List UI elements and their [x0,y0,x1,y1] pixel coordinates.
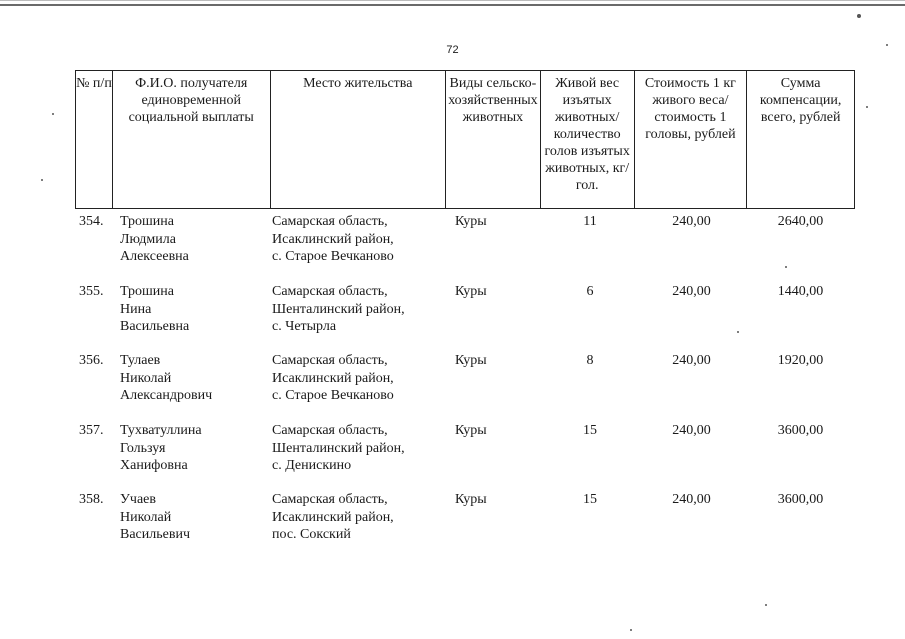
header-col-address: Место жительства [271,71,447,208]
unit-price: 240,00 [672,214,711,229]
address-region: Самарская область, [272,423,388,438]
recipient-name [120,283,270,336]
surname: Тухватуллина [120,423,202,438]
scan-speck [765,604,767,606]
row-number: 358. [79,492,104,507]
animal-kind: Куры [455,284,487,299]
given-name: Нина [120,301,152,317]
animal-kind: Куры [455,214,487,229]
address-district: Исаклинский район, [272,231,394,247]
unit-price: 240,00 [672,284,711,299]
scan-speck [866,106,868,108]
address-district: Исаклинский район, [272,370,394,386]
animal-kind: Куры [455,353,487,368]
unit-price: 240,00 [672,492,711,507]
surname: Трошина [120,214,174,229]
scan-speck [785,266,787,268]
row-number: 355. [79,284,104,299]
animal-kind: Куры [455,423,487,438]
surname: Тулаев [120,353,161,368]
weight-quantity: 6 [586,284,594,299]
surname: Трошина [120,284,174,299]
patronymic: Александрович [120,388,213,403]
address-settlement: с. Старое Вечканово [272,388,394,403]
recipient-name [120,352,270,405]
animal-kind: Куры [455,492,487,507]
address-settlement: с. Денискино [272,458,352,473]
page-number: 72 [446,44,459,56]
header-col-weight: Живой вес изъятых животных/ количество голов изъятых животных, кг/гол. [541,71,635,208]
compensation-sum: 1920,00 [777,353,824,368]
address-settlement: с. Четырла [272,319,337,334]
address-district: Шенталинский район, [272,440,405,456]
patronymic: Васильевна [120,319,190,334]
address-region: Самарская область, [272,284,388,299]
given-name: Людмила [120,231,176,247]
patronymic: Ханифовна [120,458,188,473]
residence [272,422,448,475]
residence [272,213,448,266]
residence [272,491,448,544]
weight-quantity: 11 [583,214,597,229]
header-col-fio: Ф.И.О. получателя единовременной социальной выплаты [113,71,271,208]
weight-quantity: 15 [583,492,597,507]
header-col-price: Стоимость 1 кг живого веса/стоимость 1 головы, рублей [635,71,748,208]
header-col-number: № п/п [76,71,113,208]
scan-speck [737,331,739,333]
surname: Учаев [120,492,156,507]
address-district: Исаклинский район, [272,509,394,525]
row-number: 357. [79,423,104,438]
address-district: Шенталинский район, [272,301,405,317]
scan-edge-line [0,0,905,1]
scan-speck [857,14,861,18]
recipient-name [120,422,270,475]
residence [272,283,448,336]
given-name: Николай [120,370,172,386]
table-header [75,70,855,209]
compensation-sum: 1440,00 [777,284,824,299]
scan-speck [52,113,54,115]
row-number: 356. [79,353,104,368]
address-region: Самарская область, [272,214,388,229]
scan-speck [41,179,43,181]
weight-quantity: 8 [586,353,594,368]
residence [272,352,448,405]
recipient-name [120,213,270,266]
unit-price: 240,00 [672,423,711,438]
scan-top-rule [0,4,905,6]
recipient-name [120,491,270,544]
header-col-sum: Сумма компенсации, всего, рублей [759,76,842,125]
address-settlement: с. Старое Вечканово [272,249,394,264]
header-col-animal-kind: Виды сельско-хозяйственных животных [446,71,541,208]
weight-quantity: 15 [583,423,597,438]
compensation-sum: 2640,00 [777,214,824,229]
scan-speck [886,44,888,46]
address-region: Самарская область, [272,353,388,368]
patronymic: Васильевич [120,527,190,542]
given-name: Николай [120,509,172,525]
patronymic: Алексеевна [120,249,189,264]
compensation-sum: 3600,00 [777,492,824,507]
row-number: 354. [79,214,104,229]
unit-price: 240,00 [672,353,711,368]
given-name: Гользуя [120,440,166,456]
scan-speck [630,629,632,631]
compensation-sum: 3600,00 [777,423,824,438]
address-settlement: пос. Сокский [272,527,351,542]
address-region: Самарская область, [272,492,388,507]
